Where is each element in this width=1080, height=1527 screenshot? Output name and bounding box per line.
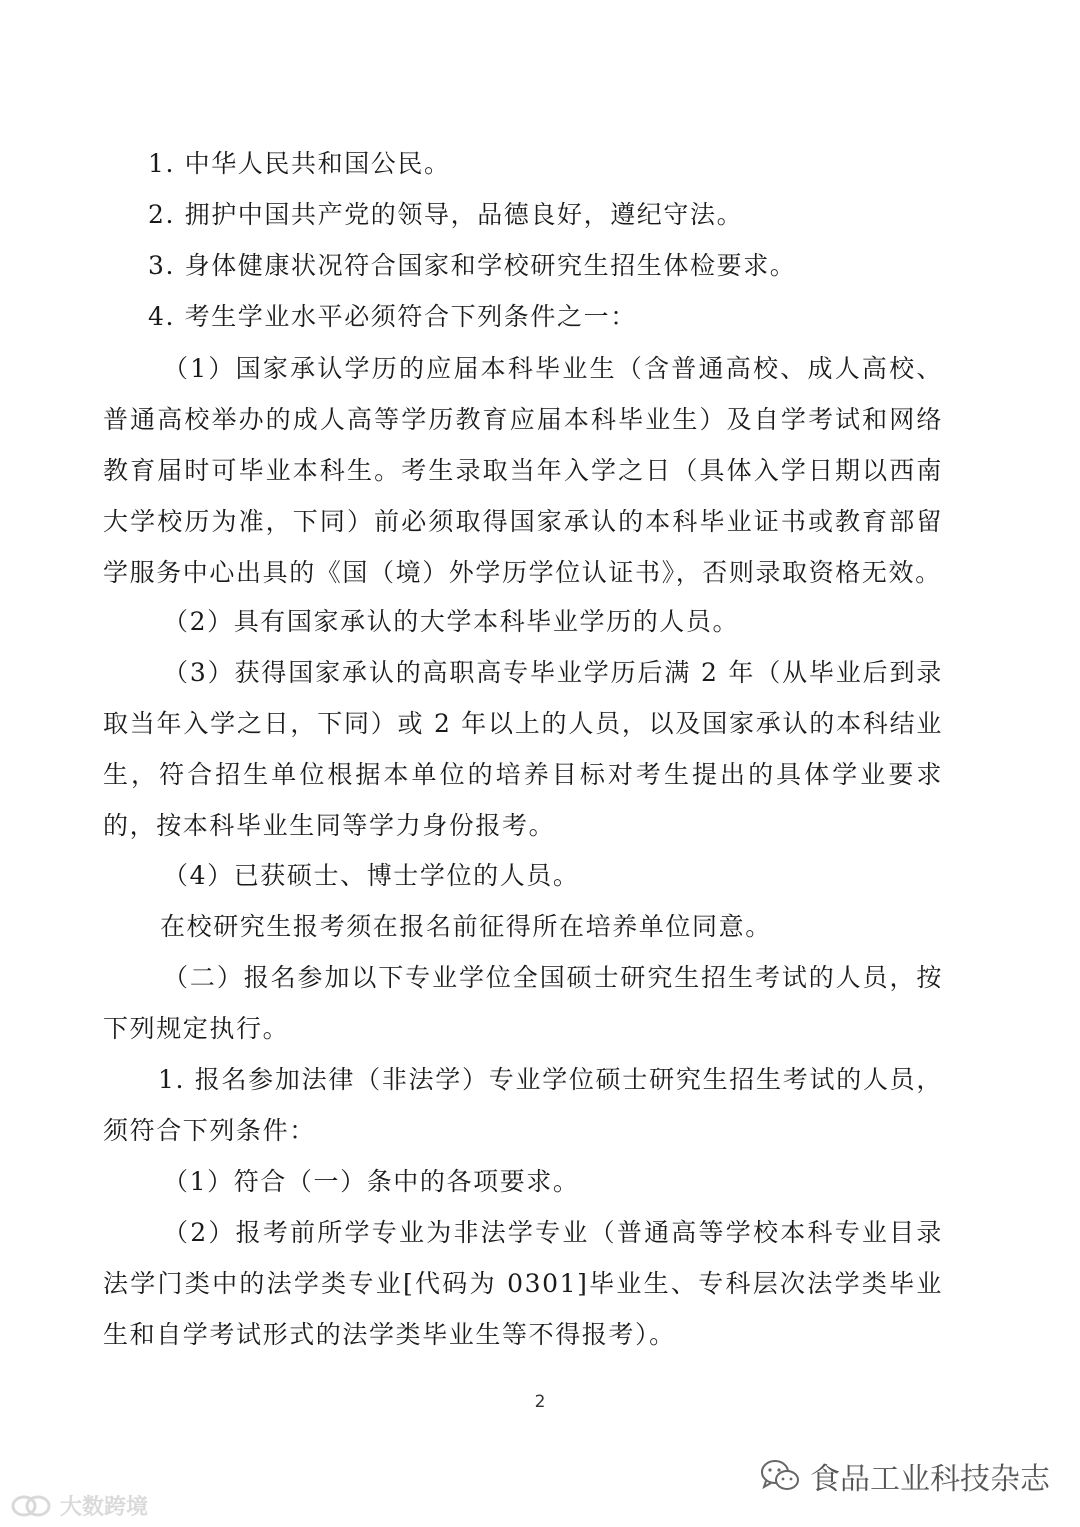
section-two-heading: （二）报名参加以下专业学位全国硕士研究生招生考试的人员，按下列规定执行。 bbox=[103, 963, 943, 1043]
condition-line-3: 3. 身体健康状况符合国家和学校研究生招生体检要求。 bbox=[148, 251, 797, 280]
chain-logo-icon bbox=[10, 1491, 54, 1521]
paragraph-item-2: （2）具有国家承认的大学本科毕业学历的人员。 bbox=[163, 607, 740, 636]
paragraph-item-1: （1）国家承认学历的应届本科毕业生（含普通高校、成人高校、普通高校举办的成人高等学历教育应届本科毕业生）及自学考试和网络教育届时可毕业本科生。考生录取当年入学之日（具体入学日期以西南大学校历为准，下同）前必须取得国家承认的本科毕业证书或教育部留学服务中心出具的《国（境）外学历学位认证书》，否则录取资格无效。 bbox=[103, 354, 943, 587]
subsection-1-item-2: （2）报考前所学专业为非法学专业（普通高等学校本科专业目录法学门类中的法学类专业[代码为 0301]毕业生、专科层次法学类毕业生和自学考试形式的法学类毕业生等不得报考）。 bbox=[103, 1218, 943, 1349]
paragraph-item-4: （4）已获硕士、博士学位的人员。 bbox=[163, 861, 580, 890]
watermark-right bbox=[760, 1454, 1050, 1498]
subsection-1: 1. 报名参加法律（非法学）专业学位硕士研究生招生考试的人员，须符合下列条件： bbox=[103, 1065, 943, 1145]
watermark-right-text: 食品工业科技杂志 bbox=[810, 1462, 1050, 1497]
paragraph-note: 在校研究生报考须在报名前征得所在培养单位同意。 bbox=[160, 912, 772, 941]
condition-line-4: 4. 考生学业水平必须符合下列条件之一： bbox=[148, 302, 637, 331]
page-number: 2 bbox=[534, 1392, 546, 1412]
watermark-left-text: 大数跨境 bbox=[60, 1495, 149, 1520]
condition-line-1: 1. 中华人民共和国公民。 bbox=[148, 149, 451, 178]
paragraph-item-3: （3）获得国家承认的高职高专毕业学历后满 2 年（从毕业后到录取当年入学之日，下同）或 2 年以上的人员，以及国家承认的本科结业生，符合招生单位根据本单位的培养目标对考生提出的具体学业要求的，按本科毕业生同等学力身份报考。 bbox=[103, 658, 943, 840]
condition-line-2: 2. 拥护中国共产党的领导，品德良好，遵纪守法。 bbox=[148, 200, 744, 229]
watermark-left bbox=[10, 1490, 148, 1521]
wechat-icon bbox=[760, 1459, 800, 1493]
subsection-1-item-1: （1）符合（一）条中的各项要求。 bbox=[163, 1167, 580, 1196]
